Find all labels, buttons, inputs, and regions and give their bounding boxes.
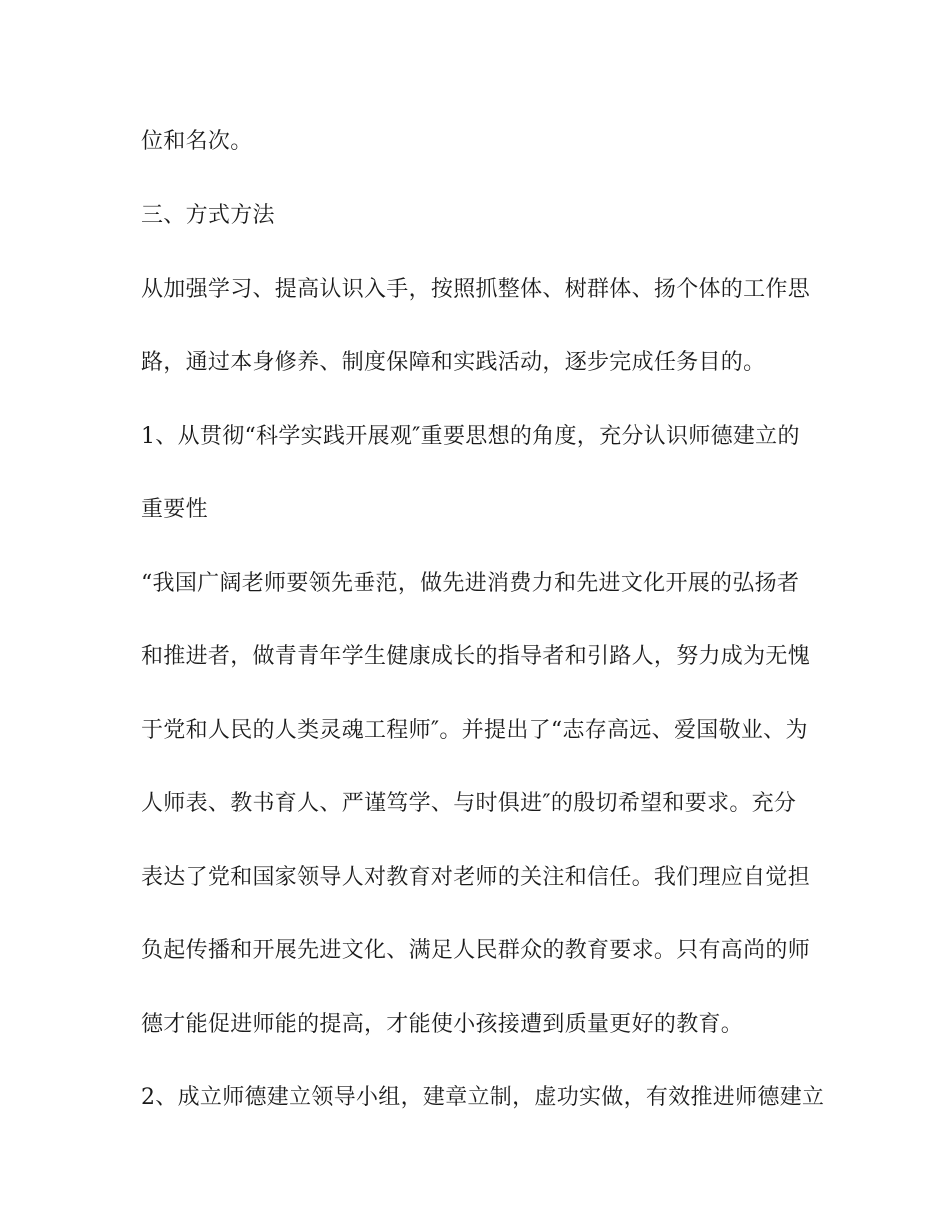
text-line: 从加强学习、提高认识入手，按照抓整体、树群体、扬个体的工作思 <box>141 277 811 302</box>
text-line: 于党和人民的人类灵魂工程师″。并提出了“志存高远、爱国敬业、为 <box>141 718 808 743</box>
text-line: 负起传播和开展先进文化、满足人民群众的教育要求。只有高尚的师 <box>141 938 811 963</box>
text-line: 德才能促进师能的提高，才能使小孩接遭到质量更好的教育。 <box>141 1012 744 1037</box>
text-line: 和推进者，做青青年学生健康成长的指导者和引路人，努力成为无愧 <box>141 644 811 669</box>
text-line: “我国广阔老师要领先垂范，做先进消费力和先进文化开展的弘扬者 <box>141 571 800 596</box>
text-line: 路，通过本身修养、制度保障和实践活动，逐步完成任务目的。 <box>141 350 766 375</box>
subsection-heading: 1、从贯彻“科学实践开展观″重要思想的角度，充分认识师德建立的 <box>141 424 800 449</box>
text-line: 人师表、教书育人、严谨笃学、与时俱进″的殷切希望和要求。充分 <box>141 791 797 816</box>
subsection-heading: 重要性 <box>141 497 208 522</box>
subsection-heading: 2、成立师德建立领导小组，建章立制，虚功实做，有效推进师德建立 <box>141 1085 825 1110</box>
section-heading: 三、方式方法 <box>141 203 275 228</box>
text-line: 表达了党和国家领导人对教育对老师的关注和信任。我们理应自觉担 <box>141 865 811 890</box>
text-line: 位和名次。 <box>141 129 253 154</box>
